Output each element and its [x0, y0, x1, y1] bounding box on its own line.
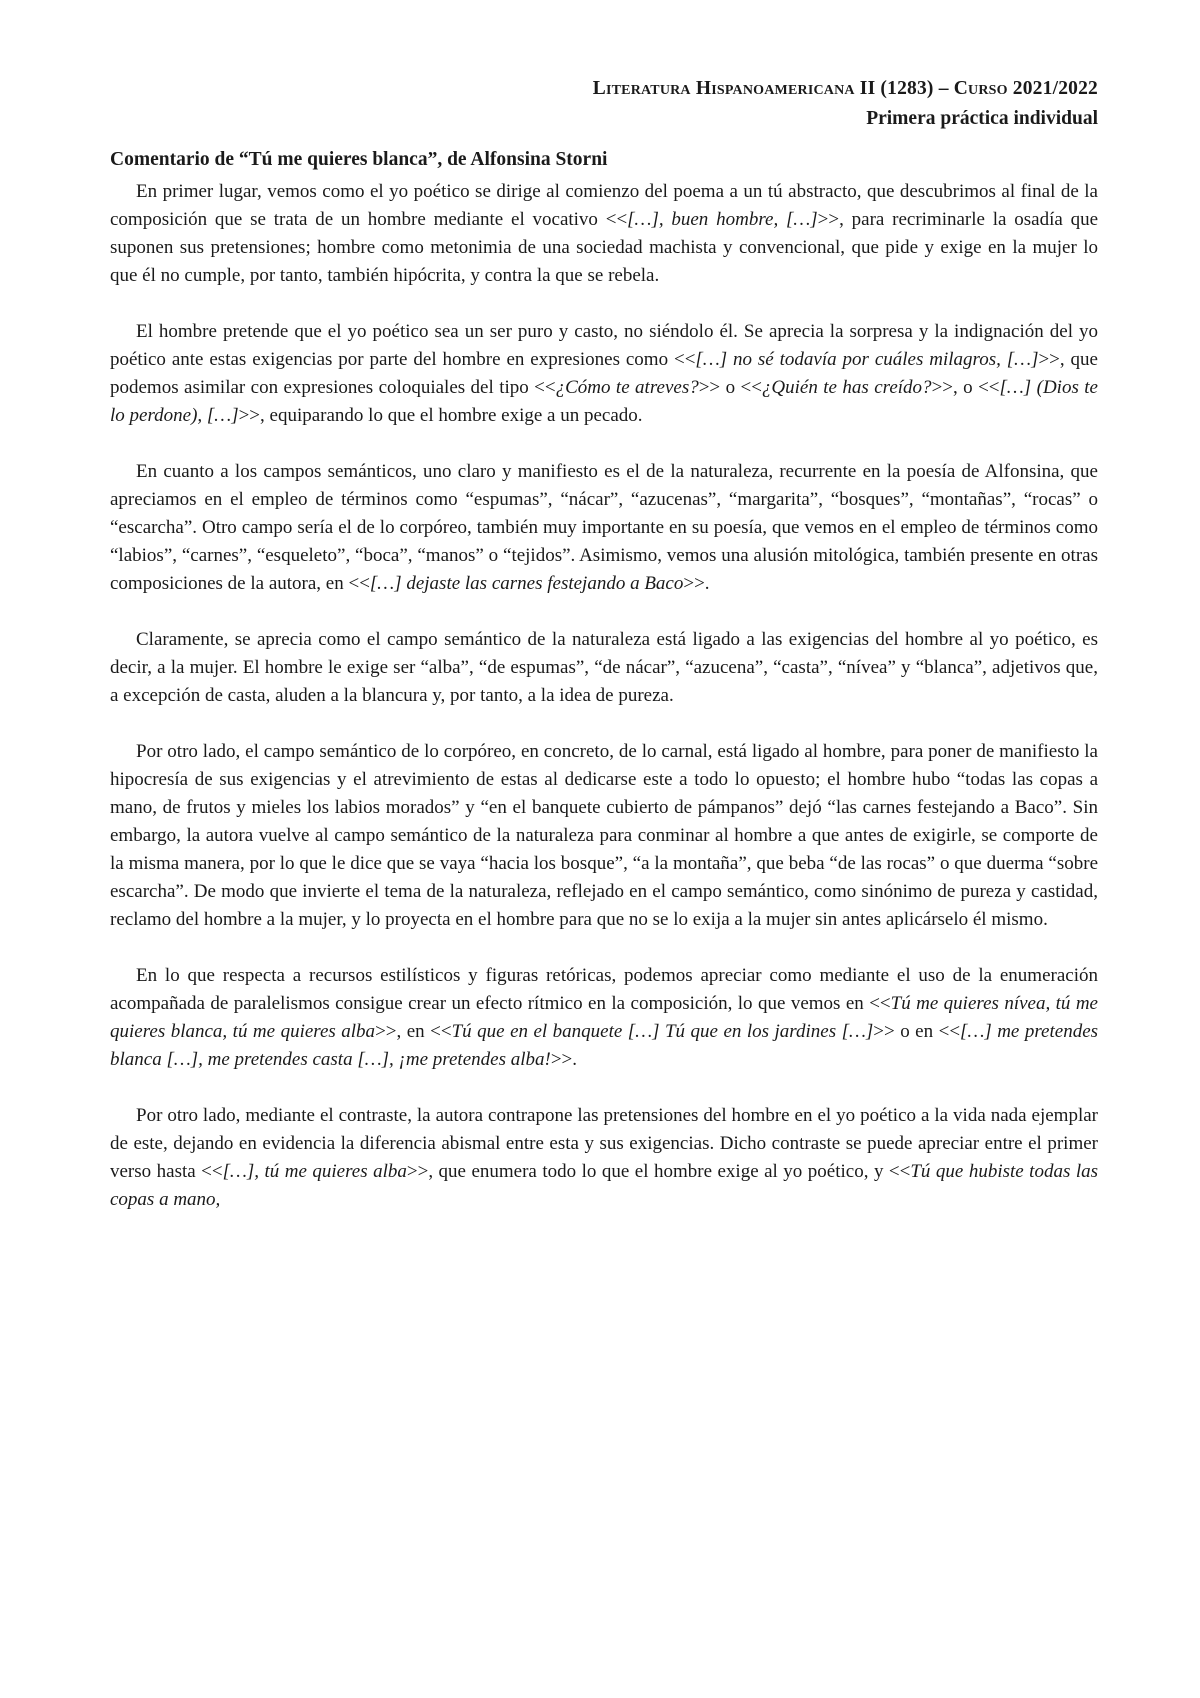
document-title: Comentario de “Tú me quieres blanca”, de Alfonsina Storni	[110, 149, 608, 170]
paragraph-text: El hombre pretende que el yo poético sea un ser puro y casto, no siéndolo él. Se aprecia la sorpresa y la indignación del yo poético ante estas exigencias por parte del hombre en expresiones como <<	[110, 321, 1098, 370]
quoted-verse: ¿Quién te has creído?	[761, 377, 932, 398]
quoted-verse: […], buen hombre, […]	[627, 209, 818, 230]
document-body	[110, 178, 1098, 1214]
paragraph	[110, 962, 1098, 1074]
quoted-verse: Tú que hubiste todas las copas a mano,	[110, 1161, 1099, 1210]
quoted-verse: Tú me quieres nívea, tú me quieres blanca, tú me quieres alba	[110, 993, 1098, 1042]
paragraph	[110, 318, 1098, 430]
paragraph-text: En cuanto a los campos semánticos, uno claro y manifiesto es el de la naturaleza, recurrente en la poesía de Alfonsina, que apreciamos en el empleo de términos como “espumas”, “nácar”, “azucenas”, “margarita”, “bosques”, “montañas”, “rocas” o “escarcha”. Otro campo sería el de lo corpóreo, también muy importante en su poesía, que vemos en el empleo de términos como “labios”, “carnes”, “esqueleto”, “boca”, “manos” o “tejidos”. Asimismo, vemos una alusión mitológica, también presente en otras composiciones de la autora, en <<	[110, 461, 1098, 594]
paragraph-text: Por otro lado, mediante el contraste, la autora contrapone las pretensiones del hombre en el yo poético a la vida nada ejemplar de este, dejando en evidencia la diferencia abismal entre esta y sus exigencias. Dicho contraste se puede apreciar entre el primer verso hasta <<	[110, 1105, 1098, 1182]
paragraph-text: >> o en <<	[873, 1021, 961, 1042]
paragraph	[110, 178, 1098, 290]
paragraph-text: >>, o <<	[931, 377, 1000, 398]
paragraph-text: >>, que podemos asimilar con expresiones coloquiales del tipo <<	[110, 349, 1098, 398]
paragraph-text: >>, para recriminarle la osadía que suponen sus pretensiones; hombre como metonimia de una sociedad machista y convencional, que pide y exige en la mujer lo que él no cumple, por tanto, también hipócrita, y contra la que se rebela.	[110, 209, 1098, 286]
paragraph-text: >>, equiparando lo que el hombre exige a un pecado.	[238, 405, 643, 426]
quoted-verse: ¿Cómo te atreves?	[555, 377, 699, 398]
paragraph	[110, 458, 1098, 598]
quoted-verse: […] dejaste las carnes festejando a Baco	[369, 573, 684, 594]
paragraph	[110, 626, 1098, 710]
quoted-verse: […] me pretendes blanca […], me pretendes casta […], ¡me pretendes alba!	[110, 1021, 1099, 1070]
document-page	[110, 74, 1098, 1214]
document-header	[110, 74, 1098, 134]
assignment-heading: Primera práctica individual	[866, 108, 1098, 129]
quoted-verse: Tú que en el banquete […] Tú que en los jardines […]	[451, 1021, 874, 1042]
paragraph-text: >> o <<	[698, 377, 762, 398]
quoted-verse: […], tú me quieres alba	[222, 1161, 407, 1182]
paragraph-text: >>, en <<	[375, 1021, 452, 1042]
paragraph-text: >>.	[683, 573, 710, 594]
paragraph	[110, 738, 1098, 934]
paragraph-text: En lo que respecta a recursos estilísticos y figuras retóricas, podemos apreciar como mediante el uso de la enumeración acompañada de paralelismos consigue crear un efecto rítmico en la composición, lo que vemos en <<	[110, 965, 1098, 1014]
paragraph-text: >>.	[550, 1049, 578, 1070]
quoted-verse: […] (Dios te lo perdone), […]	[110, 377, 1098, 426]
paragraph-text: Por otro lado, el campo semántico de lo corpóreo, en concreto, de lo carnal, está ligado al hombre, para poner de manifiesto la hipocresía de sus exigencias y el atrevimiento de estas al dedicarse este a todo lo opuesto; el hombre hubo “todas las copas a mano, de frutos y mieles los labios morados” y “en el banquete cubierto de pámpanos” dejó “las carnes festejando a Baco”. Sin embargo, la autora vuelve al campo semántico de la naturaleza para conminar al hombre a que antes de exigirle, se comporte de la misma manera, por lo que le dice que se vaya “hacia los bosque”, “a la montaña”, que beba “de las rocas” o que duerma “sobre escarcha”. De modo que invierte el tema de la naturaleza, reflejado en el campo semántico, como sinónimo de pureza y castidad, reclamo del hombre a la mujer, y lo proyecta en el hombre para que no se lo exija a la mujer sin antes aplicárselo él mismo.	[110, 741, 1098, 930]
paragraph-text: >>, que enumera todo lo que el hombre exige al yo poético, y <<	[406, 1161, 911, 1182]
course-heading: Literatura Hispanoamericana II (1283) – Curso 2021/2022	[592, 78, 1098, 99]
paragraph	[110, 1102, 1098, 1214]
quoted-verse: […] no sé todavía por cuáles milagros, […]	[695, 349, 1039, 370]
paragraph-text: Claramente, se aprecia como el campo semántico de la naturaleza está ligado a las exigencias del hombre al yo poético, es decir, a la mujer. El hombre le exige ser “alba”, “de espumas”, “de nácar”, “azucena”, “casta”, “nívea” y “blanca”, adjetivos que, a excepción de casta, aluden a la blancura y, por tanto, a la idea de pureza.	[110, 629, 1098, 706]
paragraph-text: En primer lugar, vemos como el yo poético se dirige al comienzo del poema a un tú abstracto, que descubrimos al final de la composición que se trata de un hombre mediante el vocativo <<	[110, 181, 1098, 230]
